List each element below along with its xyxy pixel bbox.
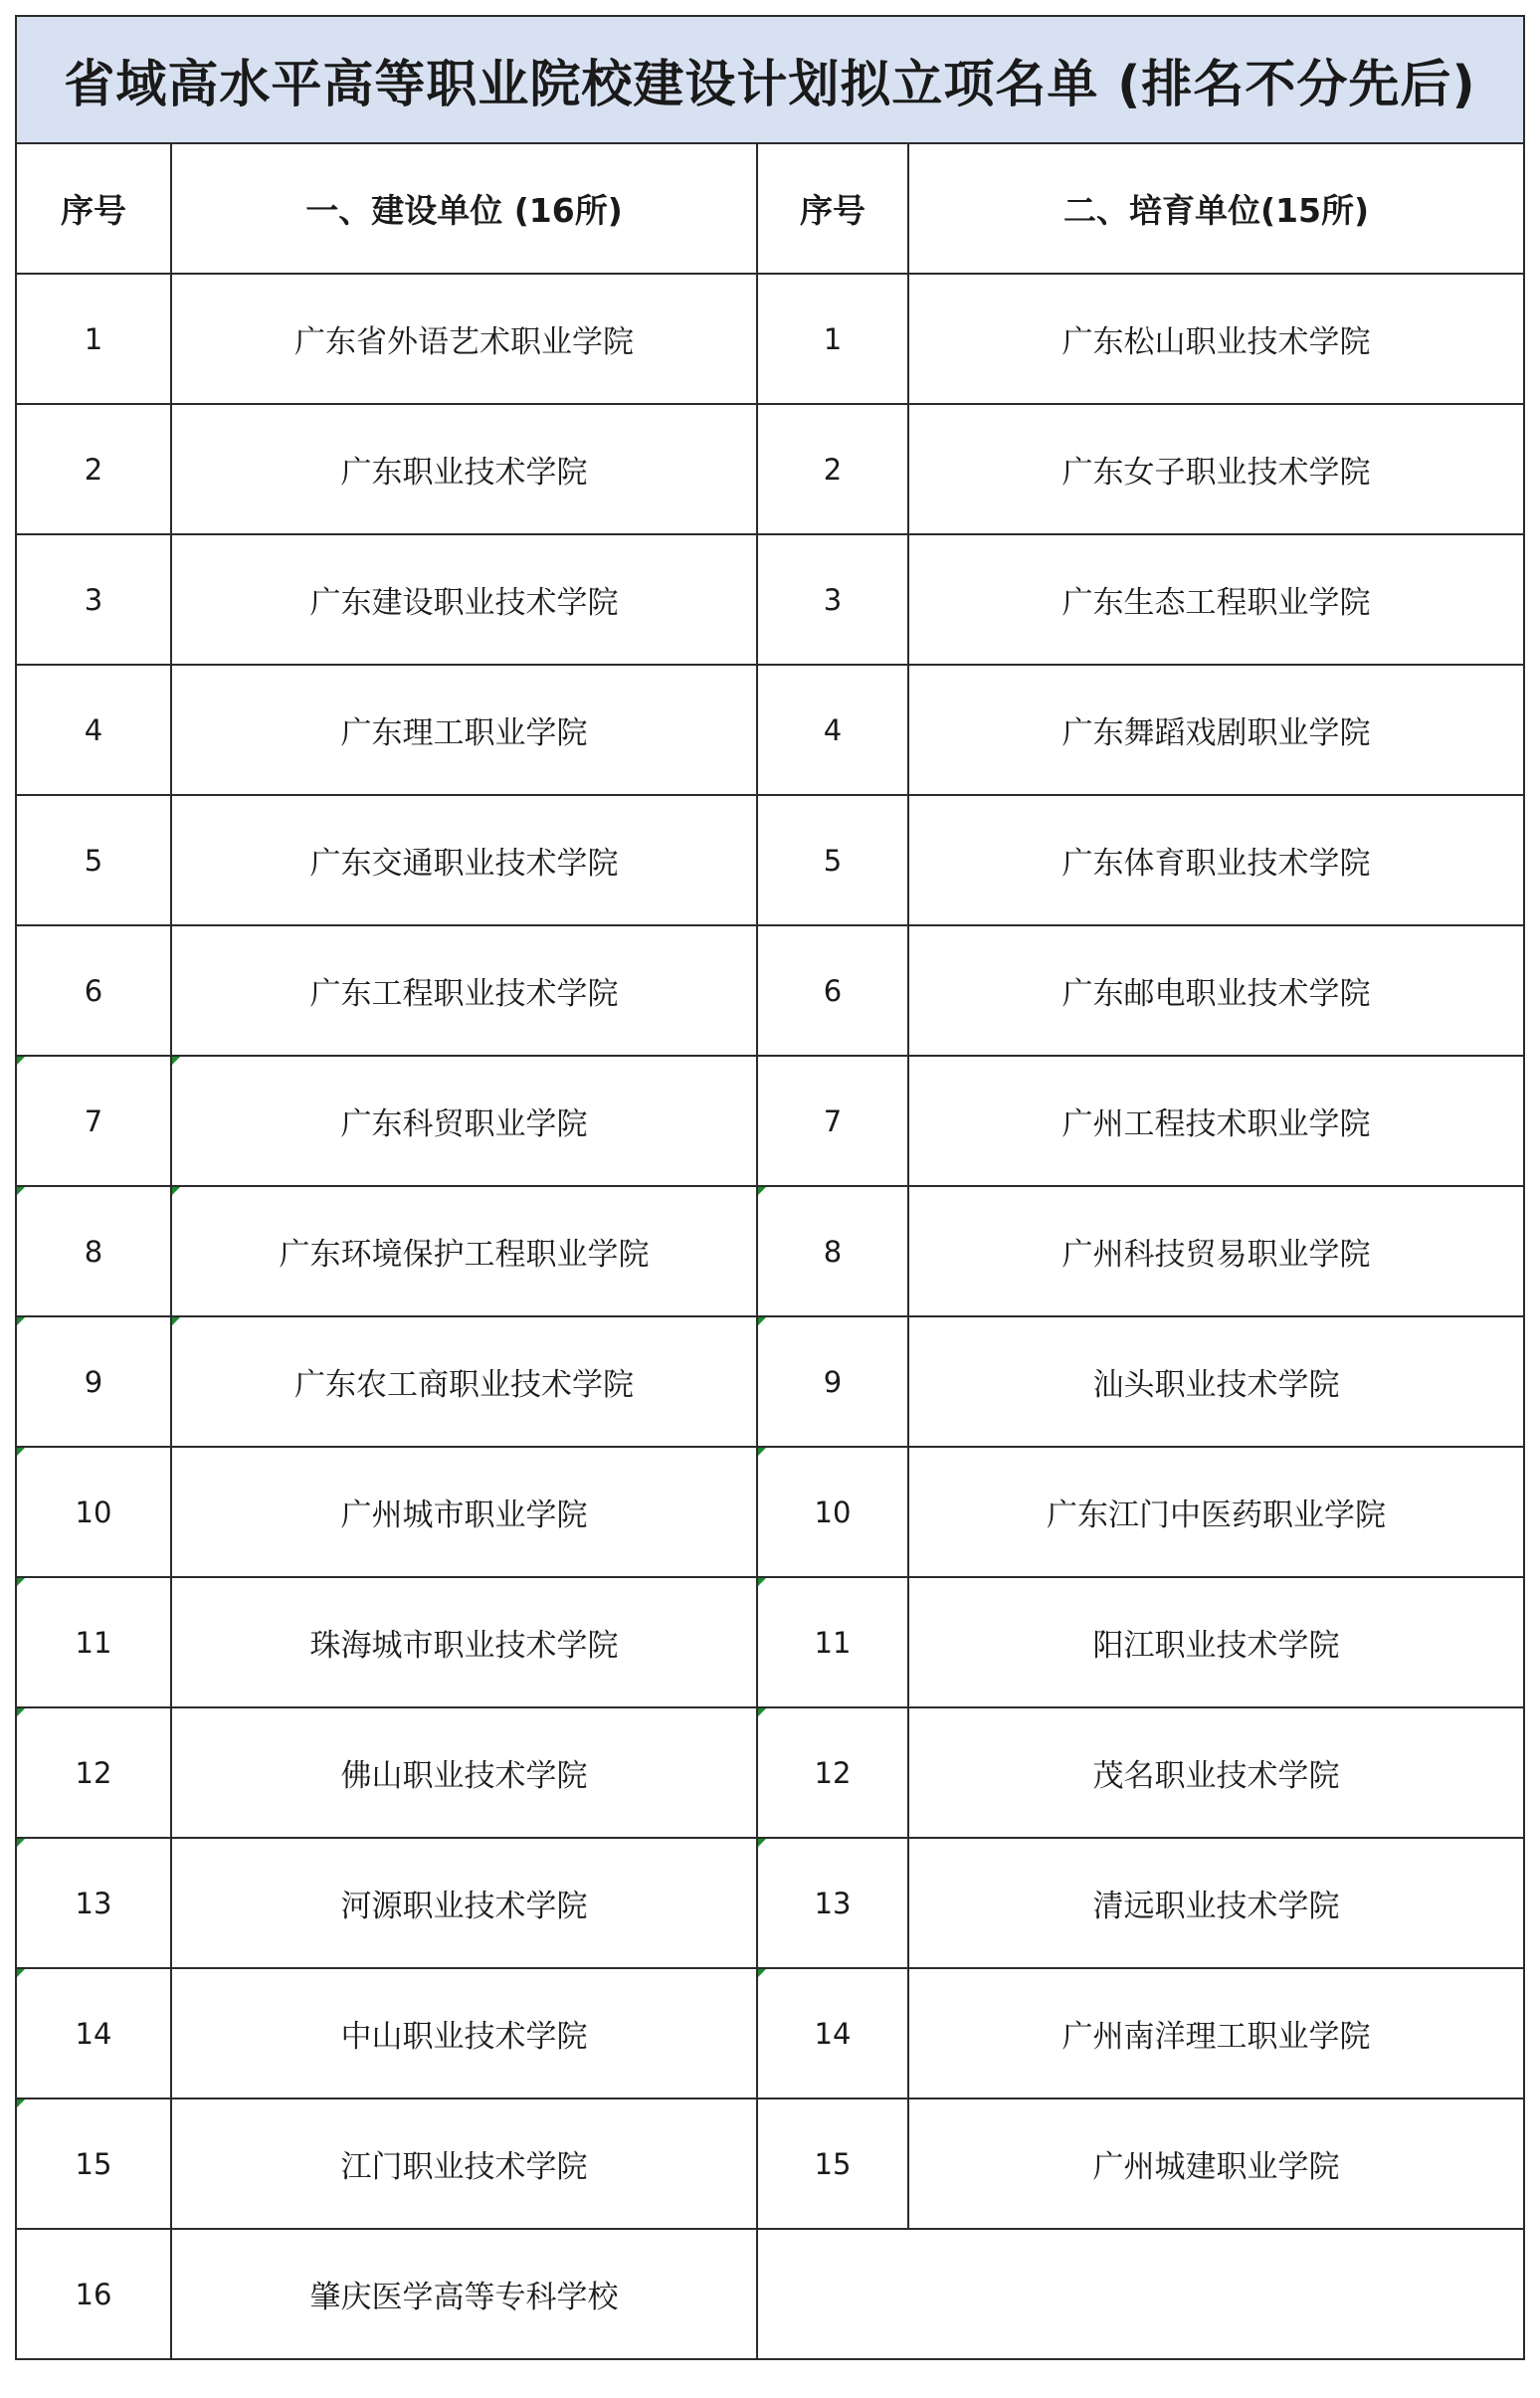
header-seq-right: 序号	[757, 143, 908, 274]
construction-unit-cell: 广东工程职业技术学院	[171, 925, 757, 1056]
cell-comment-marker-icon	[758, 1317, 766, 1325]
construction-unit-cell: 肇庆医学高等专科学校	[171, 2229, 757, 2359]
construction-unit-cell: 珠海城市职业技术学院	[171, 1577, 757, 1707]
table-row	[16, 795, 1524, 925]
construction-seq-cell: 8	[16, 1186, 171, 1316]
construction-unit-cell: 广东农工商职业技术学院	[171, 1316, 757, 1447]
cell-comment-marker-icon	[17, 1448, 25, 1456]
header-construction-units: 一、建设单位 (16所)	[171, 143, 757, 274]
cultivation-seq-cell: 11	[757, 1577, 908, 1707]
table-row	[16, 1707, 1524, 1838]
cultivation-unit-cell: 广东女子职业技术学院	[908, 404, 1524, 534]
construction-unit-cell: 河源职业技术学院	[171, 1838, 757, 1968]
table-row	[16, 274, 1524, 404]
cultivation-unit-cell: 广州城建职业学院	[908, 2098, 1524, 2229]
construction-seq-cell: 9	[16, 1316, 171, 1447]
cultivation-seq-cell: 2	[757, 404, 908, 534]
cultivation-seq-cell: 6	[757, 925, 908, 1056]
institution-list-table	[15, 15, 1525, 2360]
cultivation-unit-cell: 清远职业技术学院	[908, 1838, 1524, 1968]
table-row	[16, 404, 1524, 534]
cell-comment-marker-icon	[758, 1578, 766, 1586]
cell-comment-marker-icon	[758, 1448, 766, 1456]
cell-comment-marker-icon	[17, 1187, 25, 1195]
cell-comment-marker-icon	[172, 1057, 180, 1065]
cultivation-unit-cell: 广州科技贸易职业学院	[908, 1186, 1524, 1316]
table-row	[16, 1316, 1524, 1447]
cell-comment-marker-icon	[17, 1839, 25, 1847]
construction-unit-cell: 广东建设职业技术学院	[171, 534, 757, 665]
construction-seq-cell: 15	[16, 2098, 171, 2229]
cultivation-unit-cell: 广东松山职业技术学院	[908, 274, 1524, 404]
table-row	[16, 1838, 1524, 1968]
construction-seq-cell: 14	[16, 1968, 171, 2098]
cell-comment-marker-icon	[17, 1317, 25, 1325]
table-row	[16, 1968, 1524, 2098]
cell-comment-marker-icon	[758, 1708, 766, 1716]
construction-seq-cell: 4	[16, 665, 171, 795]
cultivation-seq-cell: 7	[757, 1056, 908, 1186]
table-row	[16, 665, 1524, 795]
construction-seq-cell: 3	[16, 534, 171, 665]
construction-unit-cell: 广州城市职业学院	[171, 1447, 757, 1577]
construction-unit-cell: 江门职业技术学院	[171, 2098, 757, 2229]
cultivation-unit-cell: 汕头职业技术学院	[908, 1316, 1524, 1447]
construction-seq-cell: 12	[16, 1707, 171, 1838]
table-row	[16, 1056, 1524, 1186]
header-cultivation-units: 二、培育单位(15所)	[908, 143, 1524, 274]
cultivation-unit-cell: 广东邮电职业技术学院	[908, 925, 1524, 1056]
cultivation-seq-cell: 1	[757, 274, 908, 404]
cell-comment-marker-icon	[17, 1057, 25, 1065]
header-seq-left: 序号	[16, 143, 171, 274]
cell-comment-marker-icon	[172, 1317, 180, 1325]
cultivation-unit-cell: 茂名职业技术学院	[908, 1707, 1524, 1838]
construction-unit-cell: 广东理工职业学院	[171, 665, 757, 795]
cell-comment-marker-icon	[758, 1969, 766, 1977]
cell-comment-marker-icon	[17, 1969, 25, 1977]
construction-unit-cell: 广东省外语艺术职业学院	[171, 274, 757, 404]
cultivation-unit-cell: 广州南洋理工职业学院	[908, 1968, 1524, 2098]
cell-comment-marker-icon	[17, 1708, 25, 1716]
cultivation-unit-cell: 广东江门中医药职业学院	[908, 1447, 1524, 1577]
construction-unit-cell: 广东交通职业技术学院	[171, 795, 757, 925]
table-row	[16, 534, 1524, 665]
table-row	[16, 2098, 1524, 2229]
cell-comment-marker-icon	[17, 2099, 25, 2107]
table-row	[16, 1186, 1524, 1316]
construction-seq-cell: 2	[16, 404, 171, 534]
cell-comment-marker-icon	[758, 1187, 766, 1195]
construction-unit-cell: 广东环境保护工程职业学院	[171, 1186, 757, 1316]
construction-seq-cell: 5	[16, 795, 171, 925]
cultivation-seq-cell: 5	[757, 795, 908, 925]
cultivation-unit-cell: 广东生态工程职业学院	[908, 534, 1524, 665]
construction-seq-cell: 16	[16, 2229, 171, 2359]
cultivation-seq-cell: 14	[757, 1968, 908, 2098]
cultivation-seq-cell: 4	[757, 665, 908, 795]
empty-cell	[757, 2229, 1524, 2359]
cell-comment-marker-icon	[758, 1839, 766, 1847]
page-title: 省域高水平高等职业院校建设计划拟立项名单 (排名不分先后)	[16, 16, 1524, 143]
construction-seq-cell: 11	[16, 1577, 171, 1707]
table-row	[16, 1447, 1524, 1577]
construction-unit-cell: 佛山职业技术学院	[171, 1707, 757, 1838]
construction-seq-cell: 1	[16, 274, 171, 404]
construction-unit-cell: 广东科贸职业学院	[171, 1056, 757, 1186]
construction-seq-cell: 10	[16, 1447, 171, 1577]
table-row	[16, 2229, 1524, 2359]
table-row	[16, 1577, 1524, 1707]
cultivation-seq-cell: 12	[757, 1707, 908, 1838]
cultivation-unit-cell: 广东体育职业技术学院	[908, 795, 1524, 925]
construction-seq-cell: 6	[16, 925, 171, 1056]
table-row	[16, 925, 1524, 1056]
cultivation-seq-cell: 8	[757, 1186, 908, 1316]
cultivation-unit-cell: 阳江职业技术学院	[908, 1577, 1524, 1707]
cultivation-unit-cell: 广东舞蹈戏剧职业学院	[908, 665, 1524, 795]
cultivation-seq-cell: 3	[757, 534, 908, 665]
cell-comment-marker-icon	[17, 1578, 25, 1586]
construction-seq-cell: 13	[16, 1838, 171, 1968]
construction-unit-cell: 广东职业技术学院	[171, 404, 757, 534]
cultivation-unit-cell: 广州工程技术职业学院	[908, 1056, 1524, 1186]
cultivation-seq-cell: 9	[757, 1316, 908, 1447]
cell-comment-marker-icon	[172, 1187, 180, 1195]
cultivation-seq-cell: 10	[757, 1447, 908, 1577]
construction-seq-cell: 7	[16, 1056, 171, 1186]
construction-unit-cell: 中山职业技术学院	[171, 1968, 757, 2098]
cultivation-seq-cell: 15	[757, 2098, 908, 2229]
cultivation-seq-cell: 13	[757, 1838, 908, 1968]
